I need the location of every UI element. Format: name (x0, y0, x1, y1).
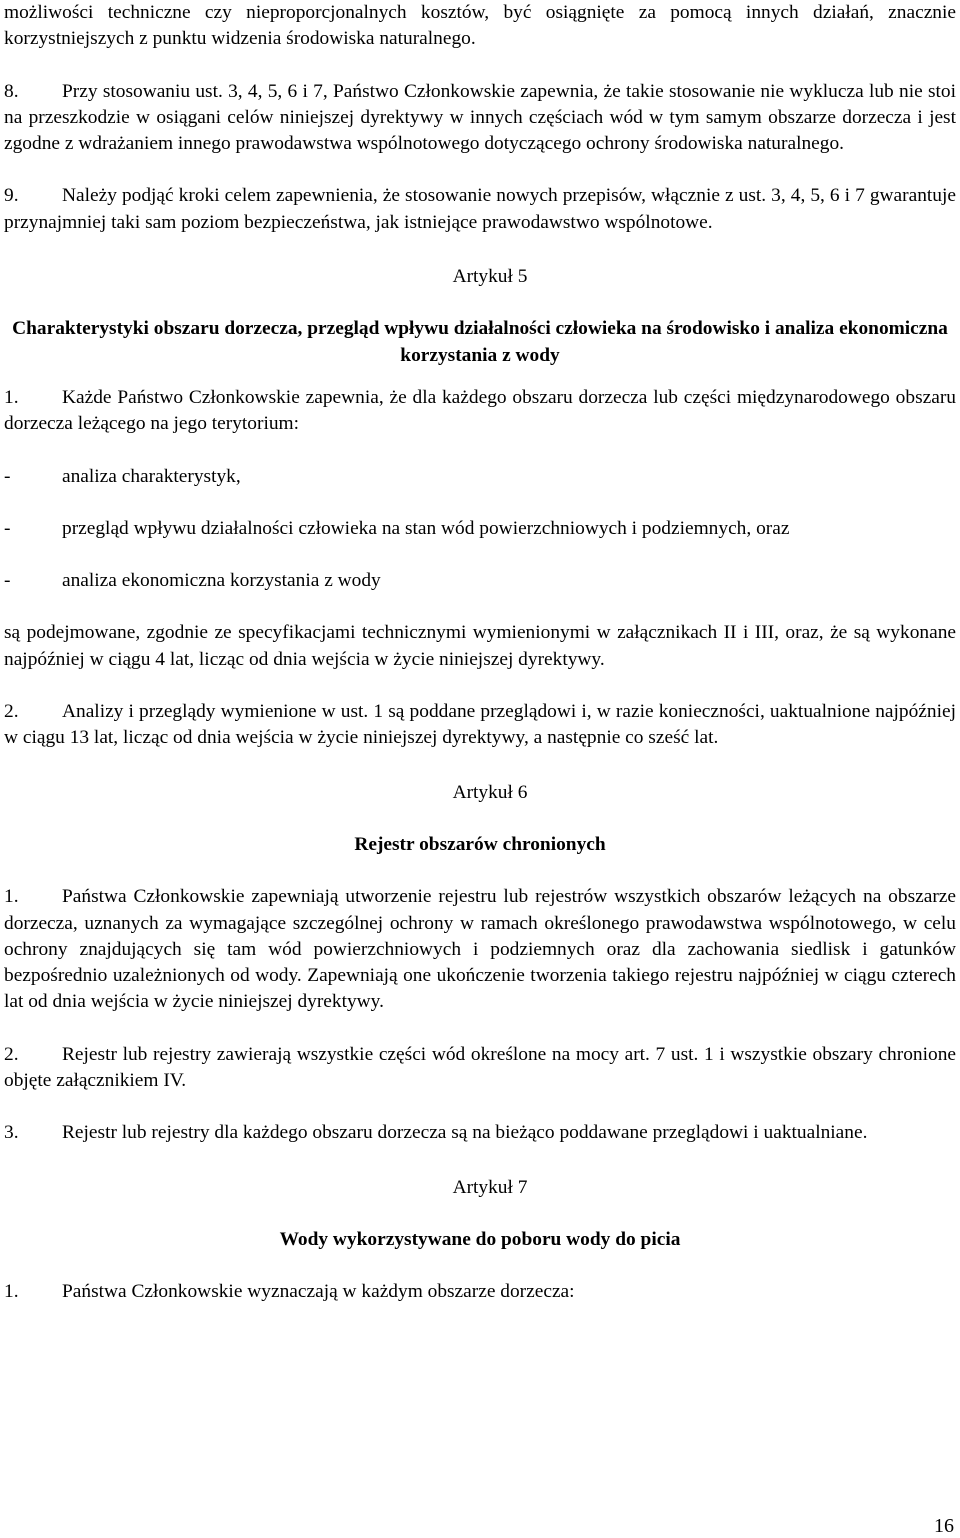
article-5-paragraph-2-number: 2. (4, 701, 19, 723)
article-5-heading: Charakterystyki obszaru dorzecza, przegląd wpływu działalności człowieka na środowisko i analiza ekonomiczna korzystania z wody (12, 318, 948, 366)
article-6-paragraph-1-number: 1. (4, 886, 19, 908)
paragraph-9-number: 9. (4, 185, 19, 207)
article-7-paragraph-1 (4, 1279, 956, 1305)
intro-continuation: możliwości techniczne czy nieproporcjonalnych kosztów, być osiągnięte za pomocą innych działań, znacznie korzystniejszych z punktu widzenia środowiska naturalnego. (4, 2, 956, 50)
article-5-title: Artykuł 5 (452, 266, 528, 288)
paragraph-8-text: Przy stosowaniu ust. 3, 4, 5, 6 i 7, Państwo Członkowskie zapewnia, że takie stosowanie nie wyklucza lub nie stoi na przeszkodzie w osiągani celów niniejszej dyrektywy w innych częściach wód w tym samym obszarze dorzecza i jest zgodne z wdrażaniem innego prawodawstwa wspólnotowego dotyczącego ochrony środowiska naturalnego. (4, 80, 956, 155)
article-6-paragraph-2-text: Rejestr lub rejestry zawierają wszystkie części wód określone na mocy art. 7 ust. 1 i wszystkie obszary chronione objęte załącznikiem IV. (4, 1043, 956, 1092)
article-5-after-list: są podejmowane, zgodnie ze specyfikacjami technicznymi wymienionymi w załącznikach II i III, oraz, że są wykonane najpóźniej w ciągu 4 lat, licząc od dnia wejścia w życie niniejszej dyrektywy. (4, 622, 956, 670)
article-5-list-item-3 (4, 568, 956, 594)
article-5-paragraph-2 (4, 699, 956, 752)
list-item-text: analiza ekonomiczna korzystania z wody (62, 570, 381, 592)
article-5-list-item-1 (4, 464, 956, 490)
paragraph-9-text: Należy podjąć kroki celem zapewnienia, że stosowanie nowych przepisów, włącznie z ust. 3, 4, 5, 6 i 7 gwarantuje przynajmniej taki sam poziom bezpieczeństwa, jak istniejące prawodawstwo wspólnotowe. (4, 185, 956, 233)
article-5-paragraph-1-text: Każde Państwo Członkowskie zapewnia, że dla każdego obszaru dorzecza lub części międzynarodowego obszaru dorzecza leżącego na jego terytorium: (4, 386, 956, 435)
list-item-text: analiza charakterystyk, (62, 465, 241, 487)
article-7-paragraph-1-text: Państwa Członkowskie wyznaczają w każdym obszarze dorzecza: (62, 1281, 575, 1303)
article-6-paragraph-3 (4, 1120, 956, 1146)
paragraph-8-number: 8. (4, 80, 19, 102)
article-5-paragraph-2-text: Analizy i przeglądy wymienione w ust. 1 są poddane przeglądowi i, w razie konieczności, uaktualnione najpóźniej w ciągu 13 lat, licząc od dnia wejścia w życie niniejszej dyrektywy, a następnie co sześć lat. (4, 701, 956, 749)
article-5-list-item-2 (4, 516, 956, 542)
article-7-paragraph-1-number: 1. (4, 1281, 19, 1303)
paragraph-9 (4, 183, 956, 236)
article-5-paragraph-1 (4, 385, 956, 438)
article-6-paragraph-3-number: 3. (4, 1122, 19, 1144)
article-7-title: Artykuł 7 (452, 1176, 528, 1198)
page-number: 16 (934, 1515, 954, 1537)
article-6-paragraph-2-number: 2. (4, 1043, 19, 1065)
article-6-heading: Rejestr obszarów chronionych (354, 833, 606, 855)
article-6-paragraph-2 (4, 1042, 956, 1095)
article-6-paragraph-1-text: Państwa Członkowskie zapewniają utworzenie rejestru lub rejestrów wszystkich obszarów leżących na obszarze dorzecza, uznanych za wymagające szczególnej ochrony w ramach określonego prawodawstwa wspólnotowego, w celu ochrony znajdujących się tam wód powierzchniowych i podziemnych oraz dla zachowania siedlisk i gatunków bezpośrednio uzależnionych od wody. Zapewniają one ukończenie tworzenia takiego rejestru najpóźniej w ciągu czterech lat od dnia wejścia w życie niniejszej dyrektywy. (4, 886, 956, 1013)
list-dash: - (4, 517, 11, 539)
paragraph-8 (4, 79, 956, 158)
list-dash: - (4, 465, 11, 487)
article-6-paragraph-3-text: Rejestr lub rejestry dla każdego obszaru dorzecza są na bieżąco poddawane przeglądowi i uaktualniane. (62, 1122, 868, 1144)
article-7-heading: Wody wykorzystywane do poboru wody do picia (279, 1228, 681, 1250)
list-dash: - (4, 570, 11, 592)
document-page (4, 0, 956, 1306)
article-5-paragraph-1-number: 1. (4, 386, 19, 408)
article-6-paragraph-1 (4, 884, 956, 1015)
article-6-title: Artykuł 6 (452, 781, 528, 803)
list-item-text: przegląd wpływu działalności człowieka na stan wód powierzchniowych i podziemnych, oraz (62, 517, 790, 539)
